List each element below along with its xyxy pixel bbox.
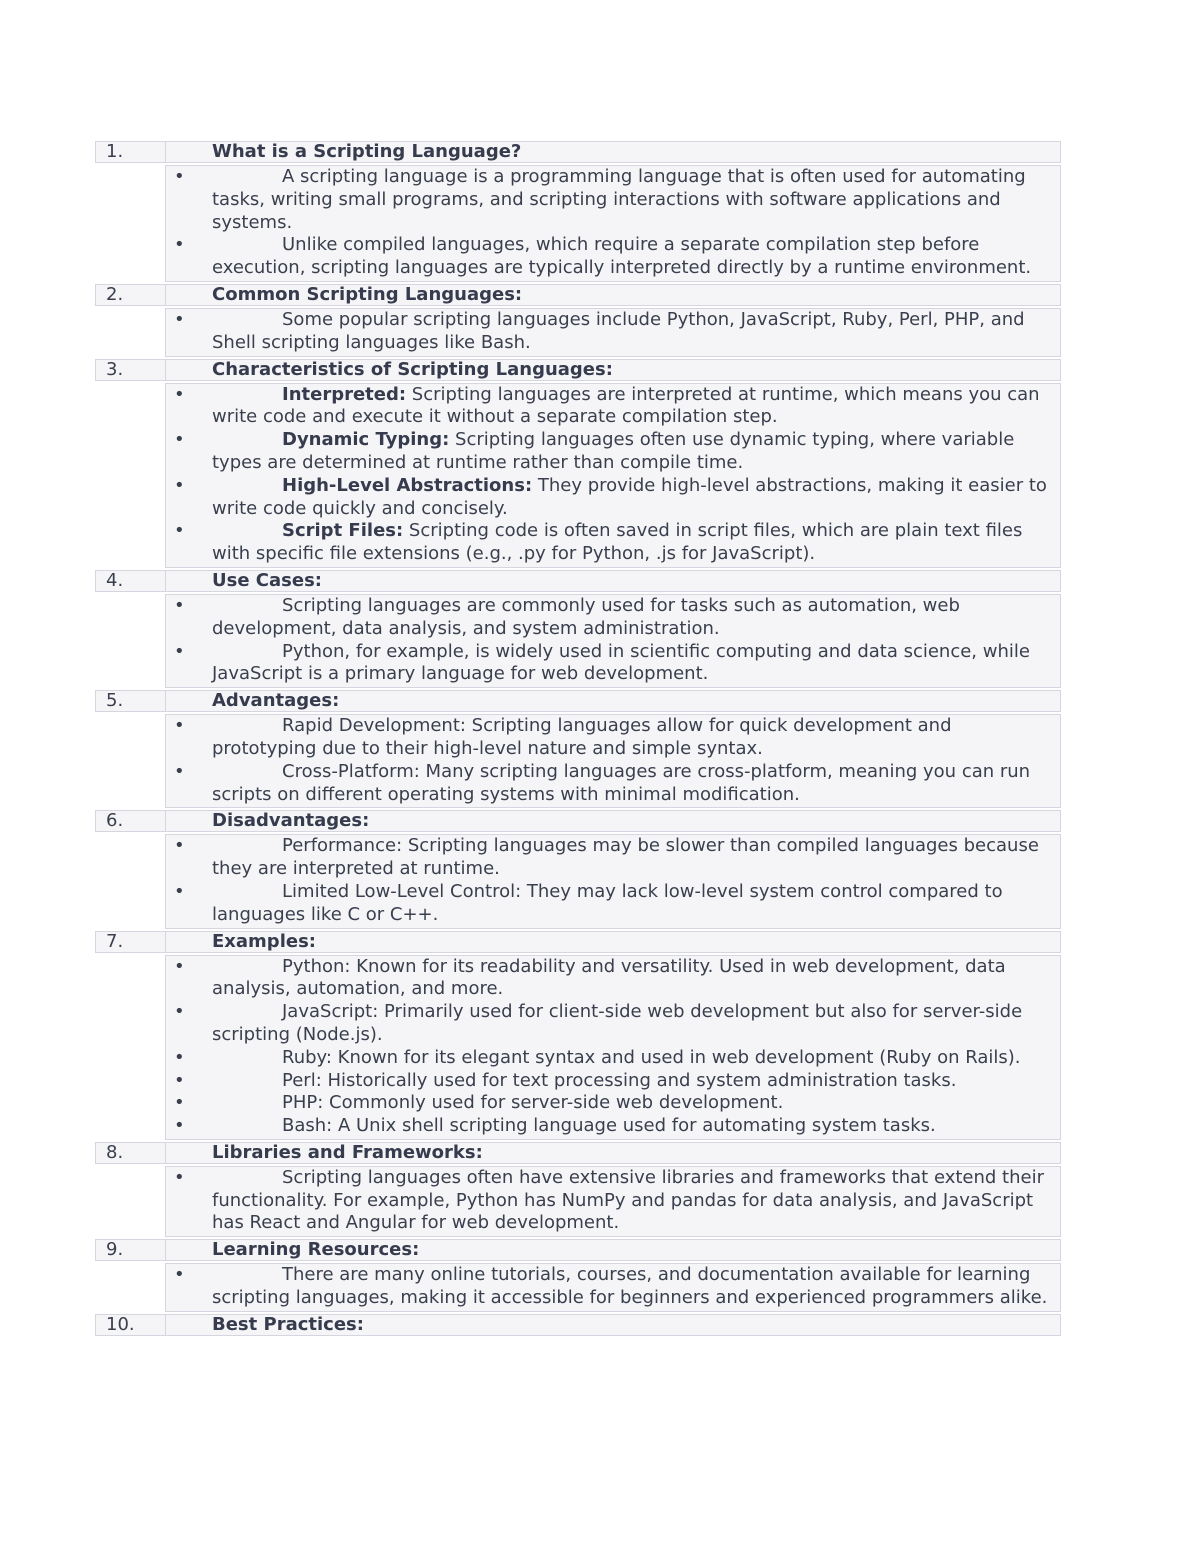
bullet-list [165,594,1061,688]
list-item [166,641,1060,687]
bullet-icon: • [174,715,185,737]
bullet-list [165,955,1061,1140]
section-heading-row [95,141,1061,163]
list-item-text [212,475,1060,521]
list-item-text [212,956,1060,1002]
list-item-body: PHP: Commonly used for server-side web development. [282,1092,784,1114]
section-heading-row [95,1314,1061,1336]
section-title: Common Scripting Languages: [212,283,523,305]
section-number: 4. [96,571,166,591]
section-heading-row [95,359,1061,381]
section-heading-row [95,1239,1061,1261]
section-title: What is a Scripting Language? [212,141,522,162]
bullet-icon: • [174,1264,185,1286]
section-heading-row [95,810,1061,832]
list-item-text [212,715,1060,761]
section-number: 10. [96,1315,166,1335]
bullet-icon: • [174,1166,185,1188]
list-item [166,475,1060,521]
list-item-text [212,234,1060,280]
bullet-icon: • [174,955,185,977]
section-title: Characteristics of Scripting Languages: [212,358,613,380]
section-number: 6. [96,811,166,831]
bullet-icon: • [174,880,185,902]
section-items-row [95,165,1061,282]
list-item [166,881,1060,927]
list-item-lead: High-Level Abstractions: [282,474,533,496]
section-heading-row [95,284,1061,306]
list-item-body: Performance: Scripting languages may be slower than compiled languages because they are interpreted at runtime. [212,835,1039,880]
list-item-body: Limited Low-Level Control: They may lack low-level system control compared to languages like C or C++. [212,880,1003,925]
section-items-row [95,383,1061,568]
list-item-text [212,429,1060,475]
list-item-body: Bash: A Unix shell scripting language used for automating system tasks. [282,1115,936,1137]
indent-spacer [95,834,165,928]
list-item-body: Scripting languages are commonly used for tasks such as automation, web development, data analysis, and system administration. [212,594,960,639]
bullet-list [165,714,1061,808]
list-item [166,1264,1060,1310]
list-item-body: Perl: Historically used for text processing and system administration tasks. [282,1069,957,1091]
list-item [166,429,1060,475]
list-item-text [212,1001,1060,1047]
section-title: Examples: [212,930,316,952]
section-items-row [95,1166,1061,1237]
list-item-body: Cross-Platform: Many scripting languages are cross-platform, meaning you can run scripts on different operating systems with minimal modification. [212,760,1031,805]
list-item-lead: Dynamic Typing: [282,429,450,451]
list-item-text [212,1047,1060,1070]
bullet-icon: • [174,520,185,542]
section-items-row [95,308,1061,357]
indent-spacer [95,383,165,568]
list-item [166,520,1060,566]
list-item-body: Python, for example, is widely used in scientific computing and data science, while JavaScript is a primary language for web development. [212,640,1030,685]
list-item [166,309,1060,355]
list-item-text [212,881,1060,927]
list-item-body: They provide high-level abstractions, making it easier to write code quickly and concisely. [212,474,1047,519]
list-item [166,835,1060,881]
list-item-text [212,1167,1060,1235]
bullet-list [165,834,1061,928]
section-heading-row [95,1142,1061,1164]
list-item-text [212,166,1060,234]
list-item-body: JavaScript: Primarily used for client-side web development but also for server-side scripting (Node.js). [212,1001,1023,1045]
bullet-list [165,383,1061,568]
list-item-body: Unlike compiled languages, which require a separate compilation step before execution, scripting languages are typically interpreted directly by a runtime environment. [212,234,1032,279]
list-item [166,234,1060,280]
list-item-body: A scripting language is a programming language that is often used for automating tasks, writing small programs, and scripting interactions with software applications and systems. [212,166,1026,233]
section-items-row [95,1263,1061,1312]
list-item-text [212,309,1060,355]
bullet-icon: • [174,760,185,782]
indent-spacer [95,165,165,282]
list-item-text [212,1070,1060,1093]
list-item-body: Scripting code is often saved in script files, which are plain text files with specific file extensions (e.g., .py for Python, .js for JavaScript). [212,520,1023,565]
list-item-body: Ruby: Known for its elegant syntax and used in web development (Ruby on Rails). [282,1046,1021,1068]
bullet-list [165,165,1061,282]
section-items-row [95,834,1061,928]
list-item-body: Rapid Development: Scripting languages allow for quick development and prototyping due to their high-level nature and simple syntax. [212,715,952,759]
indent-spacer [95,1166,165,1237]
section-number: 9. [96,1240,166,1260]
bullet-icon: • [174,1001,185,1023]
list-item [166,1001,1060,1047]
section-items-row [95,955,1061,1140]
list-item [166,1167,1060,1235]
section-heading-row [95,570,1061,592]
list-item [166,956,1060,1002]
list-item-text [212,384,1060,430]
list-item-body: Scripting languages often use dynamic typing, where variable types are determined at runtime rather than compile time. [212,429,1015,473]
list-item-text [212,835,1060,881]
list-item [166,1115,1060,1138]
list-item-body: There are many online tutorials, courses, and documentation available for learning scripting languages, making it accessible for beginners and experienced programmers alike. [212,1264,1048,1309]
list-item [166,166,1060,234]
bullet-icon: • [174,308,185,330]
bullet-icon: • [174,835,185,857]
list-item-lead: Script Files: [282,520,404,542]
bullet-icon: • [174,166,185,187]
list-item [166,384,1060,430]
section-number: 5. [96,691,166,711]
list-item-body: Scripting languages are interpreted at runtime, which means you can write code and execute it without a separate compilation step. [212,383,1040,428]
section-items-row [95,594,1061,688]
section-title: Advantages: [212,690,340,712]
bullet-icon: • [174,1115,185,1137]
bullet-icon: • [174,1092,185,1114]
bullet-list [165,1166,1061,1237]
section-number: 3. [96,360,166,380]
bullet-icon: • [174,383,185,405]
indent-spacer [95,714,165,808]
list-item [166,1047,1060,1070]
indent-spacer [95,1263,165,1312]
list-item [166,595,1060,641]
bullet-icon: • [174,474,185,496]
bullet-list [165,308,1061,357]
list-item-text [212,1264,1060,1310]
list-item-text [212,520,1060,566]
list-item-body: Some popular scripting languages include Python, JavaScript, Ruby, Perl, PHP, and Shell scripting languages like Bash. [212,308,1025,353]
bullet-icon: • [174,234,185,256]
list-item [166,1092,1060,1115]
bullet-icon: • [174,1046,185,1068]
list-item-text [212,641,1060,687]
list-item-text [212,595,1060,641]
document-outline [95,141,1061,1336]
section-heading-row [95,690,1061,712]
section-title: Libraries and Frameworks: [212,1141,483,1163]
section-number: 2. [96,285,166,305]
section-number: 1. [96,142,166,162]
list-item-body: Python: Known for its readability and versatility. Used in web development, data analysis, automation, and more. [212,955,1006,1000]
section-number: 8. [96,1143,166,1163]
bullet-icon: • [174,640,185,662]
section-title: Best Practices: [212,1313,364,1335]
list-item-lead: Interpreted: [282,383,407,405]
bullet-icon: • [174,1069,185,1091]
section-title: Learning Resources: [212,1239,420,1261]
section-heading-row [95,931,1061,953]
list-item [166,1070,1060,1093]
bullet-icon: • [174,429,185,451]
section-items-row [95,714,1061,808]
indent-spacer [95,594,165,688]
section-number: 7. [96,932,166,952]
list-item-text [212,761,1060,807]
section-title: Use Cases: [212,569,322,591]
bullet-list [165,1263,1061,1312]
indent-spacer [95,955,165,1140]
list-item [166,715,1060,761]
list-item-text [212,1115,1060,1138]
indent-spacer [95,308,165,357]
list-item-text [212,1092,1060,1115]
bullet-icon: • [174,594,185,616]
list-item-body: Scripting languages often have extensive libraries and frameworks that extend their functionality. For example, Python has NumPy and pandas for data analysis, and JavaScript has React and Angular for web development. [212,1166,1044,1234]
section-title: Disadvantages: [212,810,370,832]
list-item [166,761,1060,807]
